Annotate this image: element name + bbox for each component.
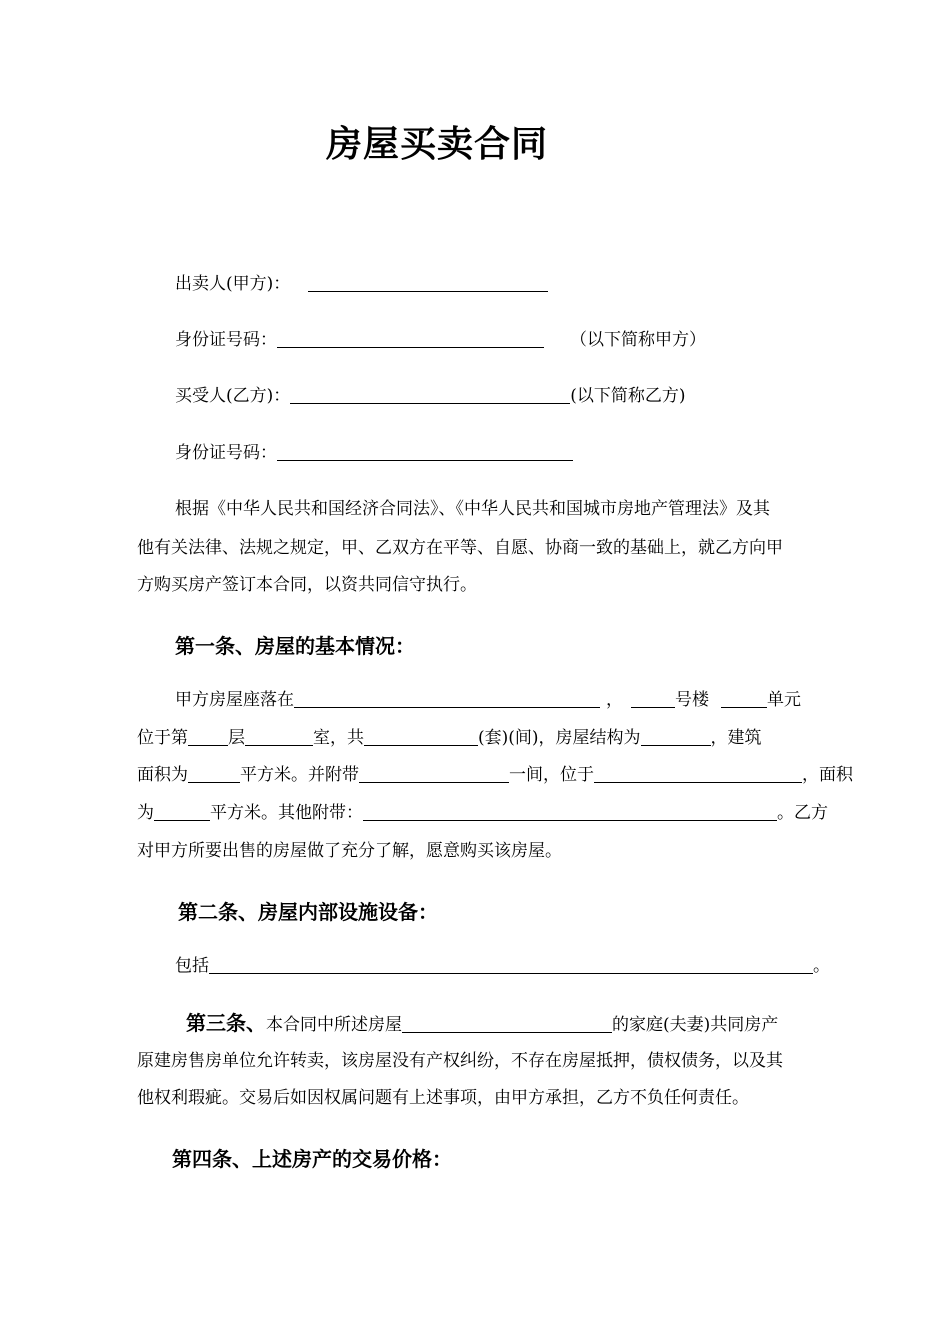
seller-row bbox=[175, 274, 548, 294]
attached-location-field[interactable] bbox=[594, 766, 802, 783]
structure-field[interactable] bbox=[641, 729, 711, 746]
buyer-id-row bbox=[175, 443, 573, 463]
buyer-id-field[interactable] bbox=[277, 444, 573, 461]
seller-id-label: 身份证号码： bbox=[175, 330, 277, 350]
building-area-label: ，建筑 bbox=[710, 728, 762, 748]
attached-area-prefix: 为 bbox=[137, 803, 154, 823]
seller-id-row bbox=[175, 330, 706, 350]
preamble-line-1: 根据《中华人民共和国经济合同法》、《中华人民共和国城市房地产管理法》及其 bbox=[175, 499, 770, 519]
area-prefix: 面积为 bbox=[137, 765, 188, 785]
buyer-label: 买受人(乙方)： bbox=[175, 386, 291, 406]
room-label: 室，共 bbox=[313, 728, 364, 748]
seller-label: 出卖人(甲方)： bbox=[175, 274, 291, 294]
floor-prefix: 位于第 bbox=[137, 728, 188, 748]
area-field[interactable] bbox=[188, 766, 240, 783]
buyer-clause-start: 。乙方 bbox=[777, 803, 828, 823]
attached-area-label: ，面积 bbox=[802, 765, 853, 785]
period: 。 bbox=[813, 956, 830, 976]
unit-label: 单元 bbox=[767, 690, 801, 710]
facilities-field[interactable] bbox=[209, 957, 813, 974]
attached-field[interactable] bbox=[359, 766, 509, 783]
article-1-heading: 第一条、房屋的基本情况： bbox=[175, 634, 415, 658]
article-3-line-2: 原建房售房单位允许转卖，该房屋没有产权纠纷，不存在房屋抵押，债权债务，以及其 bbox=[137, 1051, 783, 1071]
preamble-line-3: 方购买房产签订本合同，以资共同信守执行。 bbox=[137, 575, 477, 595]
other-attached-field[interactable] bbox=[363, 804, 777, 821]
article-1-line-2 bbox=[137, 728, 762, 748]
attached-area-field[interactable] bbox=[154, 804, 210, 821]
location-field[interactable] bbox=[294, 691, 600, 708]
buyer-name-field[interactable] bbox=[290, 387, 570, 404]
document-title: 房屋买卖合同 bbox=[326, 123, 549, 165]
article-2-line-1 bbox=[175, 956, 830, 976]
article-2-heading: 第二条、房屋内部设施设备： bbox=[178, 900, 438, 924]
property-owner-field[interactable] bbox=[402, 1016, 612, 1033]
location-label: 甲方房屋座落在 bbox=[175, 690, 294, 710]
seller-name-field[interactable] bbox=[308, 275, 548, 292]
other-attached-label: 平方米。其他附带： bbox=[210, 803, 363, 823]
article-1-line-1 bbox=[175, 690, 801, 710]
seller-note: （以下简称甲方） bbox=[570, 330, 706, 350]
article-3-heading: 第三条、 bbox=[186, 1011, 266, 1035]
article-1-line-3 bbox=[137, 765, 853, 785]
unit-number-field[interactable] bbox=[721, 691, 767, 708]
buyer-row bbox=[175, 386, 686, 406]
building-number-field[interactable] bbox=[631, 691, 675, 708]
includes-label: 包括 bbox=[175, 956, 209, 976]
buyer-id-label: 身份证号码： bbox=[175, 443, 277, 463]
article-4-heading: 第四条、上述房产的交易价格： bbox=[172, 1147, 452, 1171]
count-field[interactable] bbox=[364, 729, 478, 746]
comma: ， bbox=[606, 690, 623, 710]
article-1-line-5: 对甲方所要出售的房屋做了充分了解，愿意购买该房屋。 bbox=[137, 841, 562, 861]
buyer-note: (以下简称乙方) bbox=[570, 386, 686, 406]
floor-label: 层 bbox=[228, 728, 245, 748]
article-1-line-4 bbox=[137, 803, 828, 823]
article-3-line-3: 他权利瑕疵。交易后如因权属问题有上述事项，由甲方承担，乙方不负任何责任。 bbox=[137, 1088, 749, 1108]
building-label: 号楼 bbox=[675, 690, 709, 710]
article-3-text-b: 的家庭(夫妻)共同房产 bbox=[612, 1015, 779, 1035]
structure-label: (套)(间)，房屋结构为 bbox=[478, 728, 641, 748]
seller-id-field[interactable] bbox=[277, 331, 544, 348]
article-3-line-1 bbox=[186, 1013, 778, 1035]
article-3-text-a: 本合同中所述房屋 bbox=[266, 1015, 402, 1035]
room-field[interactable] bbox=[245, 729, 313, 746]
floor-field[interactable] bbox=[188, 729, 228, 746]
attached-label: 平方米。并附带 bbox=[240, 765, 359, 785]
attached-location-label: 一间，位于 bbox=[509, 765, 594, 785]
preamble-line-2: 他有关法律、法规之规定，甲、乙双方在平等、自愿、协商一致的基础上，就乙方向甲 bbox=[137, 538, 783, 558]
